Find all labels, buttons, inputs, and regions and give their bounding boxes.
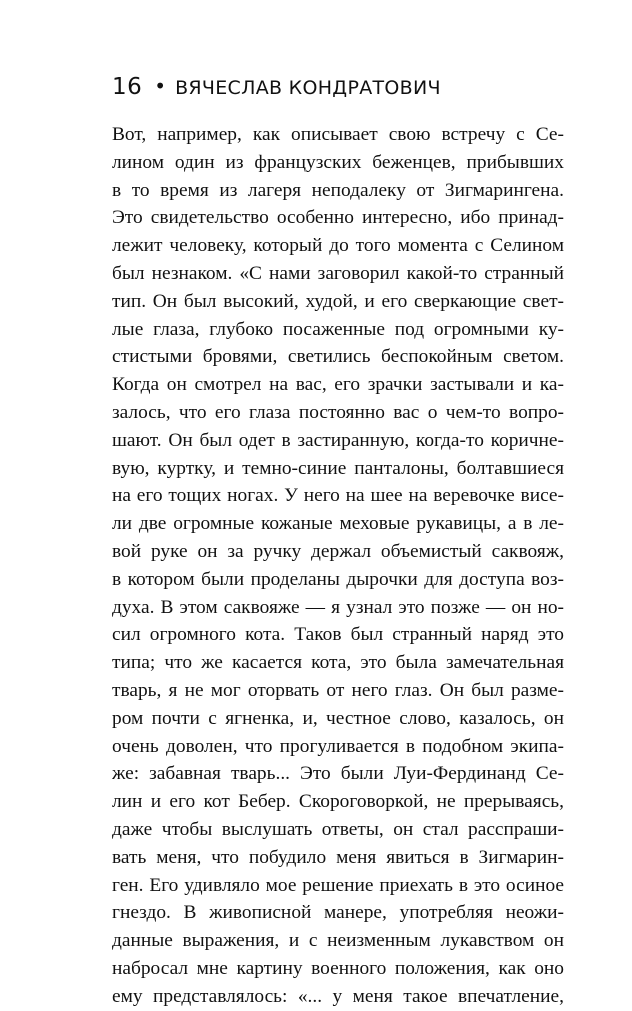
text-line: Это свидетельство особенно интересно, ибо принад- <box>112 207 564 229</box>
text-line: ему представлялось: «... у меня такое впечатление, <box>112 985 564 1007</box>
text-line: сил огромного кота. Таков был странный наряд это <box>112 624 564 646</box>
text-line: вую, куртку, и темно-синие панталоны, болтавшиеся <box>112 457 564 479</box>
text-line: Когда он смотрел на вас, его зрачки застывали и ка- <box>112 374 564 396</box>
text-line: Вот, например, как описывает свою встречу с Се- <box>112 124 564 145</box>
text-line: залось, что его глаза постоянно вас о чем-то вопро- <box>112 401 564 423</box>
text-line: ром почти с ягненка, и, честное слово, казалось, он <box>112 707 564 729</box>
text-line: же: забавная тварь... Это были Луи-Фердинанд Се- <box>112 763 564 785</box>
text-line: лин и его кот Бебер. Скороговоркой, не прерываясь, <box>112 791 564 813</box>
text-line: очень доволен, что прогуливается в подобном экипа- <box>112 735 564 757</box>
text-line: был незнаком. «С нами заговорил какой-то странный <box>112 262 564 284</box>
text-line: гнездо. В живописной манере, употребляя неожи- <box>112 902 564 924</box>
text-line: на его тощих ногах. У него на шее на веревочке висе- <box>112 485 564 507</box>
text-line: лином один из французских беженцев, прибывших <box>112 151 564 173</box>
page-number: 16 <box>112 74 143 100</box>
running-head <box>112 74 441 104</box>
text-line: даже чтобы выслушать ответы, он стал расспраши- <box>112 818 564 840</box>
text-line: стистыми бровями, светились беспокойным светом. <box>112 346 564 368</box>
text-line: тип. Он был высокий, худой, и его сверкающие свет- <box>112 290 564 312</box>
text-line: вой руке он за ручку держал объемистый саквояж, <box>112 540 564 562</box>
text-line: вать меня, что побудило меня явиться в Зигмарин- <box>112 846 564 868</box>
text-line: ли две огромные кожаные меховые рукавицы, а в ле- <box>112 513 564 535</box>
text-line: типа; что же касается кота, это была замечательная <box>112 652 564 674</box>
separator-bullet: • <box>154 74 167 98</box>
text-line: в то время из лагеря неподалеку от Зигмарингена. <box>112 179 564 201</box>
text-line: тварь, я не мог оторвать от него глаз. Он был разме- <box>112 679 564 701</box>
text-line: лые глаза, глубоко посаженные под огромными ку- <box>112 318 564 340</box>
author-name: ВЯЧЕСЛАВ КОНДРАТОВИЧ <box>175 77 441 99</box>
text-line: ген. Его удивляло мое решение приехать в это осиное <box>112 874 564 896</box>
body-text <box>112 121 564 1011</box>
text-line: набросал мне картину военного положения, как оно <box>112 957 564 979</box>
text-line: данные выражения, и с неизменным лукавством он <box>112 930 564 952</box>
text-line: шают. Он был одет в застиранную, когда-то коричне- <box>112 429 564 451</box>
text-line: лежит человеку, который до того момента с Селином <box>112 235 564 257</box>
text-line: в котором были проделаны дырочки для доступа воз- <box>112 568 564 590</box>
text-line: духа. В этом саквояже — я узнал это позже — он но- <box>112 596 564 618</box>
